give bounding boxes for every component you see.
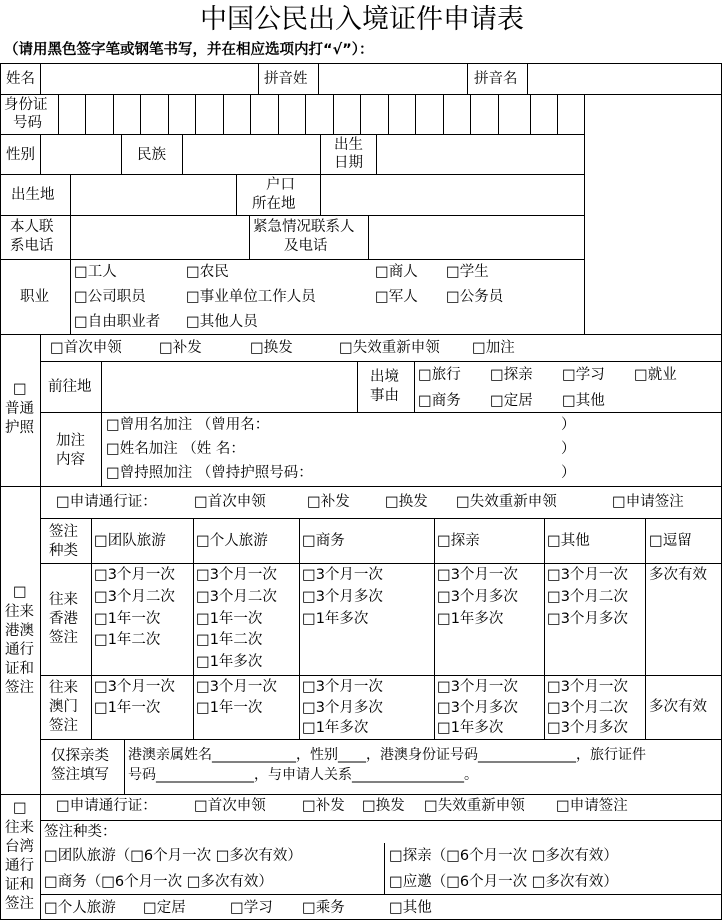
taiwan-apply-endorsement[interactable]: □申请签注 <box>556 798 628 814</box>
hk-business-option[interactable]: □3个月一次 <box>302 567 383 583</box>
mo-family-option[interactable]: □3个月多次 <box>437 700 518 716</box>
grid-line <box>182 134 183 174</box>
occupation-option-student[interactable]: □学生 <box>446 264 489 280</box>
grid-line <box>91 518 92 739</box>
grid-line <box>101 361 102 486</box>
pinyin-given-label: 拼音名 <box>474 71 518 87</box>
grid-line <box>0 215 585 216</box>
hk-endorsement-label-2: 香港 <box>49 611 78 627</box>
reason-business[interactable]: □商务 <box>418 393 461 409</box>
taiwan-section-label-3: 通行 <box>5 858 34 874</box>
hk-individual-option[interactable]: □3个月一次 <box>196 567 277 583</box>
grid-line <box>195 94 196 134</box>
hk-other-option[interactable]: □3个月一次 <box>547 567 628 583</box>
taiwan-individual-tour[interactable]: □个人旅游 <box>44 900 116 916</box>
grid-line <box>384 843 385 894</box>
taiwan-group-tour[interactable]: □团队旅游（□6个月一次 □多次有效） <box>44 848 302 864</box>
hk-group-option[interactable]: □1年二次 <box>94 632 161 648</box>
mo-group-option[interactable]: □3个月一次 <box>94 679 175 695</box>
grid-line <box>40 334 41 486</box>
mo-business-option[interactable]: □3个月多次 <box>302 700 383 716</box>
grid-line <box>121 134 122 174</box>
grid-line <box>193 518 194 739</box>
visa-stay[interactable]: □逗留 <box>649 533 692 549</box>
grid-line <box>40 563 722 564</box>
visa-group-tour[interactable]: □团队旅游 <box>94 533 166 549</box>
mo-business-option[interactable]: □1年多次 <box>302 720 369 736</box>
macau-endorsement-label: 往来 <box>49 680 78 696</box>
grid-line <box>333 94 334 134</box>
id-number-label-2: 号码 <box>13 115 42 131</box>
grid-line <box>0 794 722 795</box>
hk-multi-valid[interactable]: 多次有效 <box>649 567 707 583</box>
taiwan-first-apply[interactable]: □首次申领 <box>194 798 266 814</box>
visa-individual-tour[interactable]: □个人旅游 <box>196 533 268 549</box>
grid-line <box>0 334 722 335</box>
grid-line <box>250 94 251 134</box>
family-info-line-2[interactable]: 号码______________，与申请人关系________________。 <box>128 767 478 783</box>
destination-label: 前往地 <box>48 379 92 395</box>
form-instruction: （请用黑色签字笔或钢笔书写，并在相应选项内打“√”）： <box>4 42 374 58</box>
mo-multi-valid[interactable]: 多次有效 <box>649 699 707 715</box>
grid-line <box>498 94 499 134</box>
hukou-label-2: 所在地 <box>252 196 296 212</box>
reason-family-visit[interactable]: □探亲 <box>490 367 533 383</box>
grid-line <box>320 174 321 215</box>
hkmacau-section-label-2: 港澳 <box>5 623 34 639</box>
grid-line <box>443 94 444 134</box>
mo-other-option[interactable]: □3个月一次 <box>547 679 628 695</box>
annotation-former-name[interactable]: □曾用名加注 （曾用名： <box>106 417 270 433</box>
grid-line <box>40 361 722 362</box>
grid-line <box>40 739 722 740</box>
emergency-contact-label-2: 及电话 <box>284 238 328 254</box>
passport-section-label-2: 护照 <box>5 420 34 436</box>
reason-travel[interactable]: □旅行 <box>418 367 461 383</box>
hkmacau-invalid-reapply[interactable]: □失效重新申领 <box>456 494 557 510</box>
visa-business[interactable]: □商务 <box>302 533 345 549</box>
taiwan-section-label-2: 台湾 <box>5 839 34 855</box>
taiwan-section-checkbox[interactable]: □ <box>13 800 27 816</box>
reason-other[interactable]: □其他 <box>562 393 605 409</box>
grid-line <box>40 794 41 919</box>
visa-type-label: 签注 <box>49 524 78 540</box>
occupation-option-freelancer[interactable]: □自由职业者 <box>74 314 161 330</box>
mo-business-option[interactable]: □3个月一次 <box>302 679 383 695</box>
grid-line <box>0 63 722 64</box>
hkmacau-section-checkbox[interactable]: □ <box>13 584 27 600</box>
grid-line <box>70 174 71 259</box>
occupation-option-merchant[interactable]: □商人 <box>375 264 418 280</box>
taiwan-crew[interactable]: □乘务 <box>302 900 345 916</box>
hk-endorsement-label-3: 签注 <box>49 630 78 646</box>
hkmacau-reissue[interactable]: □补发 <box>307 494 350 510</box>
grid-line <box>40 820 722 821</box>
grid-line <box>40 675 722 676</box>
mo-individual-option[interactable]: □1年一次 <box>196 700 263 716</box>
passport-section-label: 普通 <box>5 401 34 417</box>
annotation-label: 加注 <box>56 433 85 449</box>
grid-line <box>168 94 169 134</box>
birth-date-label-2: 日期 <box>334 155 363 171</box>
grid-line <box>40 412 722 413</box>
annotation-former-passport[interactable]: □曾持照加注 （曾持护照号码： <box>106 465 313 481</box>
hkmacau-section-label-4: 证和 <box>5 661 34 677</box>
mo-other-option[interactable]: □3个月多次 <box>547 720 628 736</box>
taiwan-reissue[interactable]: □补发 <box>302 798 345 814</box>
close-paren: ） <box>561 417 576 433</box>
occupation-option-institution[interactable]: □事业单位工作人员 <box>186 289 316 305</box>
grid-line <box>258 63 259 94</box>
name-label: 姓名 <box>6 71 35 87</box>
grid-line <box>414 361 415 412</box>
occupation-option-other[interactable]: □其他人员 <box>186 314 258 330</box>
mo-family-option[interactable]: □1年多次 <box>437 720 504 736</box>
grid-line <box>530 94 531 134</box>
grid-line <box>467 63 468 94</box>
ethnicity-label: 民族 <box>137 147 166 163</box>
grid-line <box>249 215 250 259</box>
grid-line <box>0 259 585 260</box>
grid-line <box>58 94 59 134</box>
reason-study[interactable]: □学习 <box>562 367 605 383</box>
grid-line <box>40 486 41 794</box>
grid-line <box>645 518 646 739</box>
taiwan-business[interactable]: □商务（□6个月一次 □多次有效） <box>44 874 273 890</box>
grid-line <box>140 94 141 134</box>
grid-line <box>0 486 722 487</box>
taiwan-section-label-5: 签注 <box>5 896 34 912</box>
gender-label: 性别 <box>6 147 35 163</box>
occupation-label: 职业 <box>20 289 49 305</box>
mo-individual-option[interactable]: □3个月一次 <box>196 679 277 695</box>
annotation-label-2: 内容 <box>56 452 85 468</box>
grid-line <box>0 94 722 95</box>
taiwan-section-label-4: 证和 <box>5 877 34 893</box>
grid-line <box>113 94 114 134</box>
exit-reason-label-2: 事由 <box>370 388 399 404</box>
family-only-label-2: 签注填写 <box>51 767 109 783</box>
grid-line <box>320 134 321 174</box>
grid-line <box>0 174 585 175</box>
taiwan-apply-permit[interactable]: □申请通行证： <box>56 798 157 814</box>
passport-invalid-reapply[interactable]: □失效重新申领 <box>339 340 440 356</box>
passport-reissue[interactable]: □补发 <box>159 340 202 356</box>
hk-group-option[interactable]: □1年一次 <box>94 611 161 627</box>
grid-line <box>470 94 471 134</box>
exit-reason-label: 出境 <box>370 369 399 385</box>
grid-line <box>124 739 125 794</box>
visa-other[interactable]: □其他 <box>547 533 590 549</box>
hkmacau-section-label-5: 签注 <box>5 680 34 696</box>
hkmacau-first-apply[interactable]: □首次申领 <box>194 494 266 510</box>
hk-group-option[interactable]: □3个月二次 <box>94 589 175 605</box>
passport-endorse[interactable]: □加注 <box>472 340 515 356</box>
grid-line <box>236 174 237 215</box>
id-number-label: 身份证 <box>4 97 48 113</box>
family-info-line[interactable]: 港澳亲属姓名____________，性别____，港澳身份证号码______________，旅行证件 <box>128 747 646 763</box>
close-paren: ） <box>561 465 576 481</box>
grid-line <box>40 134 41 174</box>
hk-individual-option[interactable]: □1年二次 <box>196 632 263 648</box>
grid-line <box>0 134 585 135</box>
hkmacau-section-label: 往来 <box>5 604 34 620</box>
hk-individual-option[interactable]: □1年一次 <box>196 611 263 627</box>
occupation-option-worker[interactable]: □工人 <box>74 264 117 280</box>
taiwan-renew[interactable]: □换发 <box>362 798 405 814</box>
grid-line <box>415 94 416 134</box>
hk-family-option[interactable]: □1年多次 <box>437 611 504 627</box>
birthplace-label: 出生地 <box>11 187 55 203</box>
passport-renew[interactable]: □换发 <box>250 340 293 356</box>
taiwan-study[interactable]: □学习 <box>230 900 273 916</box>
grid-line <box>357 361 358 412</box>
reason-settle[interactable]: □定居 <box>490 393 533 409</box>
hk-individual-option[interactable]: □3个月二次 <box>196 589 277 605</box>
hukou-label: 户口 <box>266 177 295 193</box>
grid-line <box>584 94 585 334</box>
grid-line <box>0 919 722 920</box>
family-only-label: 仅探亲类 <box>51 748 109 764</box>
hkmacau-apply-endorsement[interactable]: □申请签注 <box>612 494 684 510</box>
hk-other-option[interactable]: □3个月多次 <box>547 611 628 627</box>
grid-line <box>434 518 435 739</box>
grid-line <box>299 518 300 739</box>
form-title: 中国公民出入境证件申请表 <box>200 4 524 35</box>
birth-date-label: 出生 <box>334 137 363 153</box>
hk-other-option[interactable]: □3个月二次 <box>547 589 628 605</box>
grid-line <box>40 894 722 895</box>
hkmacau-renew[interactable]: □换发 <box>385 494 428 510</box>
hk-family-option[interactable]: □3个月一次 <box>437 567 518 583</box>
occupation-option-farmer[interactable]: □农民 <box>186 264 229 280</box>
emergency-contact-label: 紧急情况联系人 <box>253 219 355 235</box>
grid-line <box>278 94 279 134</box>
hk-endorsement-label: 往来 <box>49 592 78 608</box>
grid-line <box>721 63 722 919</box>
grid-line <box>544 518 545 739</box>
grid-line <box>527 63 528 94</box>
contact-phone-label-2: 系电话 <box>10 238 54 254</box>
occupation-option-employee[interactable]: □公司职员 <box>74 289 146 305</box>
annotation-name[interactable]: □姓名加注 （姓 名： <box>106 441 245 457</box>
hk-group-option[interactable]: □3个月一次 <box>94 567 175 583</box>
passport-first-apply[interactable]: □首次申领 <box>50 340 122 356</box>
grid-line <box>40 63 41 94</box>
occupation-option-military[interactable]: □军人 <box>375 289 418 305</box>
grid-line <box>557 94 558 134</box>
reason-employment[interactable]: □就业 <box>634 367 677 383</box>
taiwan-settle[interactable]: □定居 <box>143 900 186 916</box>
grid-line <box>388 94 389 134</box>
hk-business-option[interactable]: □3个月多次 <box>302 589 383 605</box>
grid-line <box>318 63 319 94</box>
taiwan-other[interactable]: □其他 <box>389 900 432 916</box>
taiwan-family-visit[interactable]: □探亲（□6个月一次 □多次有效） <box>389 848 618 864</box>
occupation-option-civil-servant[interactable]: □公务员 <box>446 289 504 305</box>
taiwan-visa-type-label: 签注种类： <box>44 824 117 840</box>
grid-line <box>368 215 369 259</box>
hk-individual-option[interactable]: □1年多次 <box>196 654 263 670</box>
taiwan-section-label: 往来 <box>5 820 34 836</box>
mo-group-option[interactable]: □1年一次 <box>94 700 161 716</box>
hk-business-option[interactable]: □1年多次 <box>302 611 369 627</box>
grid-line <box>305 94 306 134</box>
grid-line <box>360 94 361 134</box>
visa-family-visit[interactable]: □探亲 <box>437 533 480 549</box>
mo-other-option[interactable]: □3个月二次 <box>547 700 628 716</box>
pinyin-surname-label: 拼音姓 <box>264 71 308 87</box>
taiwan-invalid-reapply[interactable]: □失效重新申领 <box>424 798 525 814</box>
hkmacau-apply-permit[interactable]: □申请通行证： <box>56 494 157 510</box>
grid-line <box>223 94 224 134</box>
hk-family-option[interactable]: □3个月多次 <box>437 589 518 605</box>
grid-line <box>0 63 1 919</box>
mo-family-option[interactable]: □3个月一次 <box>437 679 518 695</box>
grid-line <box>376 134 377 174</box>
macau-endorsement-label-3: 签注 <box>49 718 78 734</box>
grid-line <box>40 518 722 519</box>
contact-phone-label: 本人联 <box>10 219 54 235</box>
macau-endorsement-label-2: 澳门 <box>49 699 78 715</box>
grid-line <box>85 94 86 134</box>
grid-line <box>70 259 71 334</box>
close-paren: ） <box>561 441 576 457</box>
taiwan-invited[interactable]: □应邀（□6个月一次 □多次有效） <box>389 874 618 890</box>
passport-section-checkbox[interactable]: □ <box>13 381 27 397</box>
hkmacau-section-label-3: 通行 <box>5 642 34 658</box>
visa-type-label-2: 种类 <box>49 543 78 559</box>
